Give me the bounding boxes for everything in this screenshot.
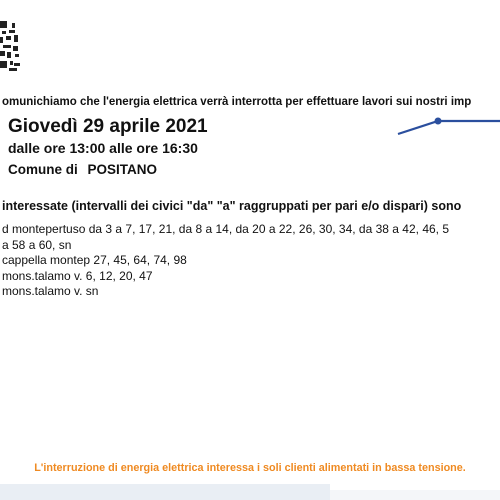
list-item: mons.talamo v. sn (2, 284, 99, 298)
qr-code-icon (0, 21, 20, 71)
decorative-line-icon (390, 112, 500, 142)
streets-heading: interessate (intervalli dei civici "da" "a" raggruppati per pari e/o dispari) sono (2, 199, 462, 213)
comune-value: POSITANO (87, 162, 158, 177)
streets-list (2, 222, 500, 300)
list-item: a 58 a 60, sn (2, 237, 72, 252)
outage-hours: dalle ore 13:00 alle ore 16:30 (8, 140, 198, 156)
list-item: cappella montep 27, 45, 64, 74, 98 (2, 253, 187, 267)
outage-date: Giovedì 29 aprile 2021 (8, 116, 208, 137)
footer-band (0, 484, 330, 500)
footer-note: L'interruzione di energia elettrica interessa i soli clienti alimentati in bassa tensione. (34, 462, 466, 474)
footer-band-right (330, 490, 500, 500)
intro-text: omunichiamo che l'energia elettrica verrà interrotta per effettuare lavori sui nostri imp (2, 96, 472, 108)
comune-row (8, 162, 157, 177)
comune-label: Comune di (8, 162, 78, 177)
list-item: mons.talamo v. 6, 12, 20, 47 (2, 268, 153, 283)
list-item: d montepertuso da 3 a 7, 17, 21, da 8 a 14, da 20 a 22, 26, 30, 34, da 38 a 42, 46, 5 (2, 222, 450, 236)
